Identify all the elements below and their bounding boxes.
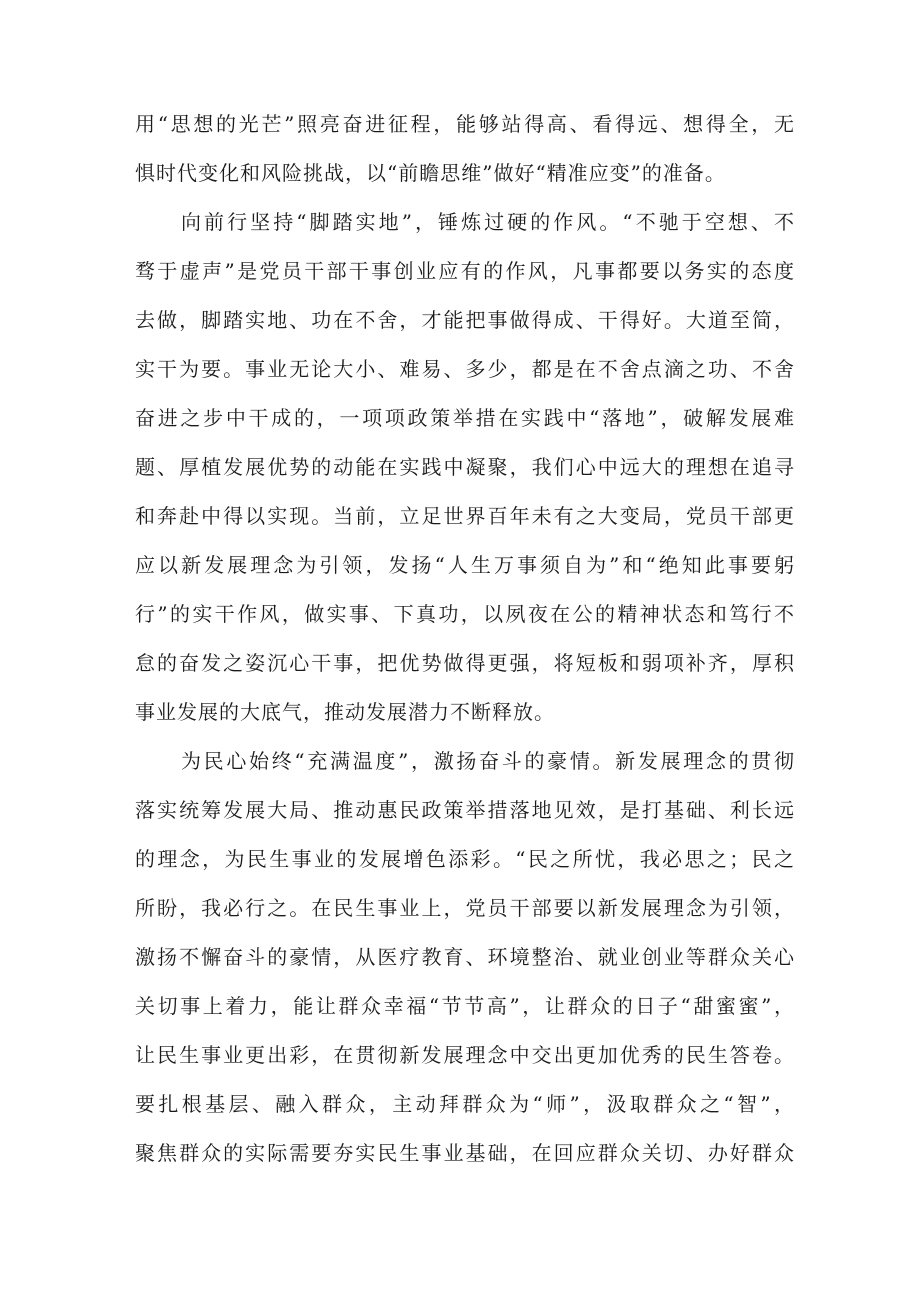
body-text [135, 100, 795, 1178]
text-line: 奋进之步中干成的，一项项政策举措在实践中“落地”，破解发展难 [135, 406, 795, 430]
text-line: 和奔赴中得以实现。当前，立足世界百年未有之大变局，党员干部更 [135, 504, 795, 528]
text-line: 应以新发展理念为引领，发扬“人生万事须自为”和“绝知此事要躬 [135, 553, 795, 577]
text-line: 用“思想的光芒”照亮奋进征程，能够站得高、看得远、想得全，无 [135, 112, 795, 136]
text-line: 关切事上着力，能让群众幸福“节节高”，让群众的日子“甜蜜蜜”， [135, 994, 795, 1018]
text-line: 所盼，我必行之。在民生事业上，党员干部要以新发展理念为引领， [135, 896, 795, 920]
text-line: 激扬不懈奋斗的豪情，从医疗教育、环境整治、就业创业等群众关心 [135, 945, 795, 969]
text-line: 骛于虚声”是党员干部干事创业应有的作风，凡事都要以务实的态度 [135, 259, 795, 283]
text-line: 怠的奋发之姿沉心干事，把优势做得更强，将短板和弱项补齐，厚积 [135, 651, 795, 675]
text-line: 要扎根基层、融入群众，主动拜群众为“师”，汲取群众之“智”， [135, 1092, 795, 1116]
text-line: 题、厚植发展优势的动能在实践中凝聚，我们心中远大的理想在追寻 [135, 455, 795, 479]
text-line: 的理念，为民生事业的发展增色添彩。“民之所忧，我必思之；民之 [135, 847, 795, 871]
text-line: 聚焦群众的实际需要夯实民生事业基础，在回应群众关切、办好群众 [135, 1141, 795, 1165]
text-line: 让民生事业更出彩，在贯彻新发展理念中交出更加优秀的民生答卷。 [135, 1043, 795, 1067]
text-line: 事业发展的大底气，推动发展潜力不断释放。 [135, 700, 555, 724]
paragraph-start-line: 为民心始终“充满温度”，激扬奋斗的豪情。新发展理念的贯彻 [181, 749, 795, 773]
text-line: 行”的实干作风，做实事、下真功，以夙夜在公的精神状态和笃行不 [135, 602, 795, 626]
text-line: 实干为要。事业无论大小、难易、多少，都是在不舍点滴之功、不舍 [135, 357, 795, 381]
text-line: 落实统筹发展大局、推动惠民政策举措落地见效，是打基础、利长远 [135, 798, 795, 822]
text-line: 惧时代变化和风险挑战，以“前瞻思维”做好“精准应变”的准备。 [135, 161, 726, 185]
text-line: 去做，脚踏实地、功在不舍，才能把事做得成、干得好。大道至简， [135, 308, 795, 332]
paragraph-start-line: 向前行坚持“脚踏实地”，锤炼过硬的作风。“不驰于空想、不 [181, 210, 795, 234]
